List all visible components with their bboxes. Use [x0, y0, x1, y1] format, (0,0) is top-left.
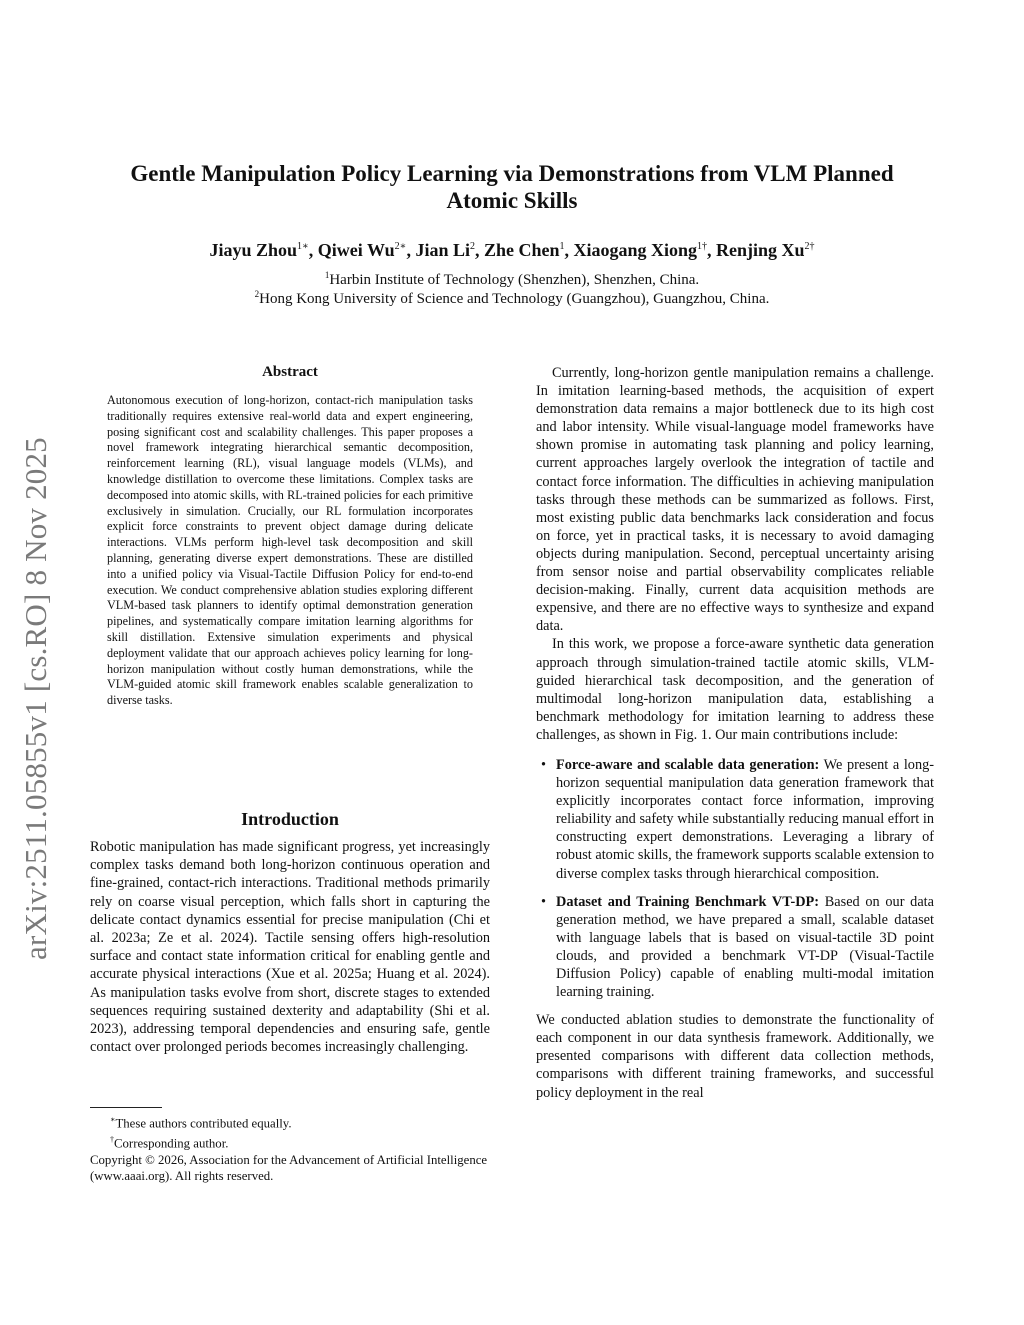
footnote-mark: † [110, 1134, 114, 1144]
bullet-icon: • [541, 756, 547, 773]
author-name: Jian Li [415, 240, 470, 260]
author-name: Zhe Chen [483, 240, 560, 260]
author-mark: 1 [559, 241, 565, 252]
introduction-body: Robotic manipulation has made significant progress, yet increasingly complex tasks demand both long-horizon continuous operation and fine-grained, contact-rich interactions. Traditional methods primarily rely on coarse visual perception, which falls short in capturing the delicate contact dynamics essential for precise manipulation (Chi et al. 2023a; Ze et al. 2024). Tactile sensing offers high-resolution surface and contact state information critical for enabling gentle and accurate physical interactions (Xue et al. 2025a; Huang et al. 2024). As manipulation tasks evolve from short, discrete stages to extended sequences requiring sustained dexterity and adaptability (Shi et al. 2023), addressing temporal dependencies and ensuring safe, gentle contact over prolonged periods becomes increasingly challenging. [90, 839, 490, 1056]
abstract-body: Autonomous execution of long-horizon, contact-rich manipulation tasks traditionally requires extensive real-world data and expert engineering, posing significant cost and scalability challenges. This paper proposes a novel framework integrating hierarchical semantic decomposition, reinforcement learning (RL), visual language models (VLMs), and knowledge distillation to overcome these limitations. Complex tasks are decomposed into atomic skills, with RL-trained policies for each primitive exclusively in simulation. Crucially, our RL formulation incorporates explicit force constraints to prevent object damage during delicate interactions. VLMs perform high-level task decomposition and skill planning, generating diverse expert demonstrations. These are distilled into a unified policy via Visual-Tactile Diffusion Policy for end-to-end execution. We conduct comprehensive ablation studies exploring different VLM-based task planners to identify optimal demonstration generation pipelines, and systematically compare imitation learning algorithms for skill distillation. Extensive simulation experiments and physical deployment validate that our approach achieves policy learning for long-horizon manipulation without costly human demonstrations, while the VLM-guided atomic skill framework enables scalable generalization to diverse tasks. [107, 393, 473, 708]
paragraph-challenge: Currently, long-horizon gentle manipulation remains a challenge. In imitation learning-based methods, the acquisition of expert demonstration data remains a major bottleneck due to its high cost and labor intensity. While visual-language model frameworks have shown promise in automating task planning and policy learning, current approaches largely overlook the integration of tactile and contact force information. The difficulties in achieving manipulation tasks through these methods can be summarized as follows. First, most existing public data benchmarks lack consideration and focus on force, yet in practical tasks, it is necessary to avoid damaging objects during manipulation. Second, perceptual uncertainty arising from sensor noise and partial observability complicates reliable decision-making. Finally, current data acquisition methods are expensive, and there are no effective ways to synthesize and expand data. [536, 365, 934, 635]
contribution-text: Based on our data generation method, we have prepared a small, scalable dataset with language labels that is based on visual-tactile 3D point clouds, and provided a benchmark VT-DP (Visual-Tactile Diffusion Policy) capable of enabling multi-modal imitation learning training. [556, 893, 934, 1001]
footnote-divider [90, 1107, 162, 1108]
contribution-title: Dataset and Training Benchmark VT-DP: [556, 893, 820, 910]
introduction-heading: Introduction [241, 809, 339, 829]
author-mark: 2 [469, 241, 475, 252]
author-name: Qiwei Wu [317, 240, 395, 260]
paragraph-this-work: In this work, we propose a force-aware synthetic data generation approach through simulation-trained tactile atomic skills, VLM-guided hierarchical task decomposition, and the generation of multimodal long-horizon manipulation data, establishing a benchmark methodology for imitation learning to address these challenges, as shown in Fig. 1. Our main contributions include: [536, 636, 934, 743]
arxiv-identifier-stamp [18, 380, 58, 960]
affiliation-mark: 1 [324, 270, 330, 280]
footnote-equal-contribution [90, 1112, 490, 1132]
contribution-text: We present a long-horizon sequential manipulation data generation framework that explicitly incorporates contact force information, improving reliability and safety while substantially reducing manual effort in constructing expert demonstrations. Leveraging a library of robust atomic skills, the framework supports scalable extension to diverse complex tasks through hierarchical composition. [556, 756, 934, 882]
author-mark: 2† [804, 241, 815, 252]
copyright-notice: Copyright © 2026, Association for the Advancement of Artificial Intelligence (www.aaai.org). All rights reserved. [90, 1152, 488, 1184]
footnotes [90, 1112, 490, 1185]
contributions-list [536, 756, 934, 1001]
footnote-text: These authors contributed equally. [115, 1116, 292, 1131]
author-name: Xiaogang Xiong [573, 240, 698, 260]
bullet-icon: • [541, 893, 547, 910]
contribution-title: Force-aware and scalable data generation: [556, 756, 820, 773]
affiliation-text: Hong Kong University of Science and Technology (Guangzhou), Guangzhou, China. [259, 291, 770, 307]
paper-title [90, 160, 934, 214]
arxiv-identifier-text: arXiv:2511.05855v1 [cs.RO] 8 Nov 2025 [18, 437, 53, 960]
author-list: Jiayu Zhou$^{1∗}$, Qiwei $Wu^{2∗}$, Jian Li$^2$, Zhe Chen$^1$, Xiaogang Xiong$^{1\dagger}$, Renjing $Xu^{2\dagger}$ [209, 240, 815, 260]
author-mark: 1† [697, 241, 708, 252]
author-name: Jiayu Zhou [209, 240, 297, 260]
title-line-2: Atomic Skills [446, 188, 578, 213]
list-item [536, 893, 934, 1002]
author-mark: 1∗ [297, 241, 309, 252]
affiliation-mark: 2 [254, 289, 260, 299]
footnote-mark: ∗ [110, 1115, 116, 1124]
affiliation-text: Harbin Institute of Technology (Shenzhen), Shenzhen, China. [329, 272, 700, 288]
author-name: Renjing Xu [716, 240, 805, 260]
footnote-text: Corresponding author. [114, 1136, 229, 1151]
author-mark: 2∗ [394, 241, 407, 252]
right-column [536, 364, 934, 1102]
affiliation-2 [90, 285, 934, 309]
title-line-1: Gentle Manipulation Policy Learning via Demonstrations from VLM Planned [130, 161, 894, 186]
paragraph-ablation: We conducted ablation studies to demonstrate the functionality of each component in our data synthesis framework. Additionally, we presented comparisons with different data collection methods, comparisons with different training frameworks, and successful policy deployment in the real [536, 1012, 934, 1101]
footnote-corresponding-author [90, 1132, 490, 1152]
list-item [536, 756, 934, 883]
abstract-heading: Abstract [262, 364, 318, 380]
